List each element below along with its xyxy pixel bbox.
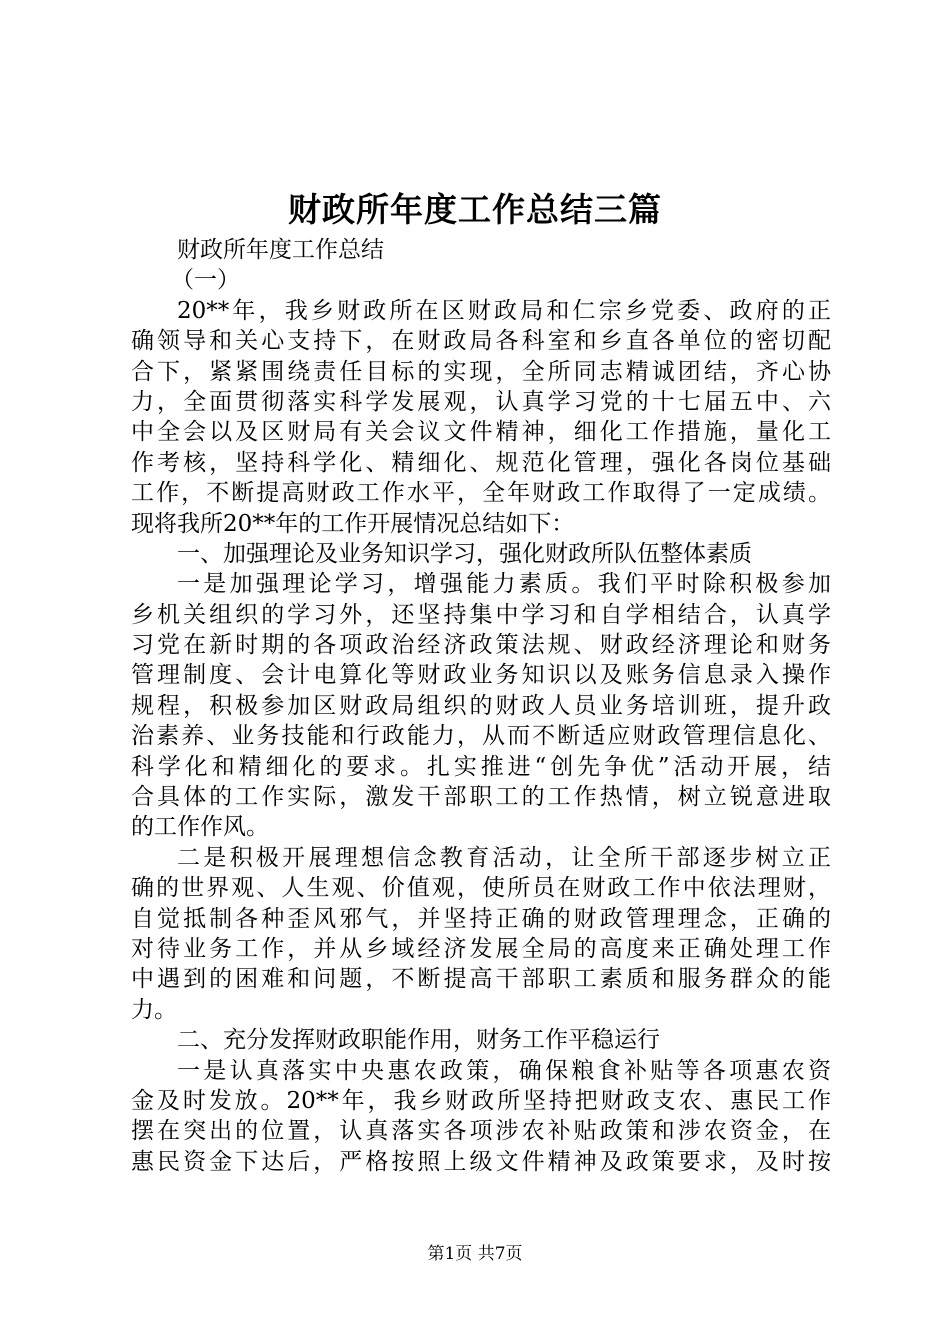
- text-line: 二是积极开展理想信念教育活动，让全所干部逐步树立正: [177, 844, 831, 871]
- text-line: 力，全面贯彻落实科学发展观，认真学习党的十七届五中、六: [131, 388, 831, 415]
- text-line: 中全会以及区财局有关会议文件精神，细化工作措施，量化工: [131, 419, 831, 446]
- text-line: 管理制度、会计电算化等财政业务知识以及账务信息录入操作: [131, 662, 831, 689]
- text-line: 摆在突出的位置，认真落实各项涉农补贴政策和涉农资金，在: [131, 1118, 831, 1145]
- text-line: 一、加强理论及业务知识学习，强化财政所队伍整体素质: [177, 540, 752, 567]
- text-line: 自觉抵制各种歪风邪气，并坚持正确的财政管理理念，正确的: [131, 905, 831, 932]
- text-line: 工作，不断提高财政工作水平，全年财政工作取得了一定成绩。: [131, 480, 831, 507]
- text-line: 现将我所20**年的工作开展情况总结如下：: [131, 510, 575, 537]
- text-line: 力。: [131, 996, 177, 1023]
- document-title: 财政所年度工作总结三篇: [288, 190, 662, 229]
- text-line: 金及时发放。20**年，我乡财政所坚持把财政支农、惠民工作: [131, 1087, 831, 1114]
- text-line: 乡机关组织的学习外，还坚持集中学习和自学相结合，认真学: [131, 601, 831, 628]
- text-line: 合具体的工作实际，激发干部职工的工作热情，树立锐意进取: [131, 784, 831, 811]
- text-line: 规程，积极参加区财政局组织的财政人员业务培训班，提升政: [131, 692, 831, 719]
- text-line: 对待业务工作，并从乡域经济发展全局的高度来正确处理工作: [131, 935, 831, 962]
- text-line: 一是加强理论学习，增强能力素质。我们平时除积极参加: [177, 571, 831, 598]
- page-footer: 第1页 共7页: [427, 1244, 523, 1264]
- text-line: 合下，紧紧围绕责任目标的实现，全所同志精诚团结，齐心协: [131, 358, 831, 385]
- text-line: 作考核，坚持科学化、精细化、规范化管理，强化各岗位基础: [131, 449, 831, 476]
- text-line: 惠民资金下达后，严格按照上级文件精神及政策要求，及时按: [131, 1148, 831, 1175]
- document-body: [131, 235, 831, 1177]
- text-line: 一是认真落实中央惠农政策，确保粮食补贴等各项惠农资: [177, 1057, 831, 1084]
- text-line: 确的世界观、人生观、价值观，使所员在财政工作中依法理财，: [131, 875, 831, 902]
- text-line: 的工作作风。: [131, 814, 269, 841]
- text-line: 科学化和精细化的要求。扎实推进“创先争优”活动开展，结: [131, 753, 831, 780]
- text-line: 财政所年度工作总结: [177, 237, 384, 263]
- text-line: 二、充分发挥财政职能作用，财务工作平稳运行: [177, 1027, 660, 1054]
- text-line: 中遇到的困难和问题，不断提高干部职工素质和服务群众的能: [131, 966, 831, 993]
- text-line: 治素养、业务技能和行政能力，从而不断适应财政管理信息化、: [131, 723, 831, 750]
- text-line: 20**年，我乡财政所在区财政局和仁宗乡党委、政府的正: [177, 297, 831, 324]
- text-line: （一）: [171, 267, 240, 294]
- text-line: 习党在新时期的各项政治经济政策法规、财政经济理论和财务: [131, 632, 831, 659]
- text-line: 确领导和关心支持下，在财政局各科室和乡直各单位的密切配: [131, 328, 831, 355]
